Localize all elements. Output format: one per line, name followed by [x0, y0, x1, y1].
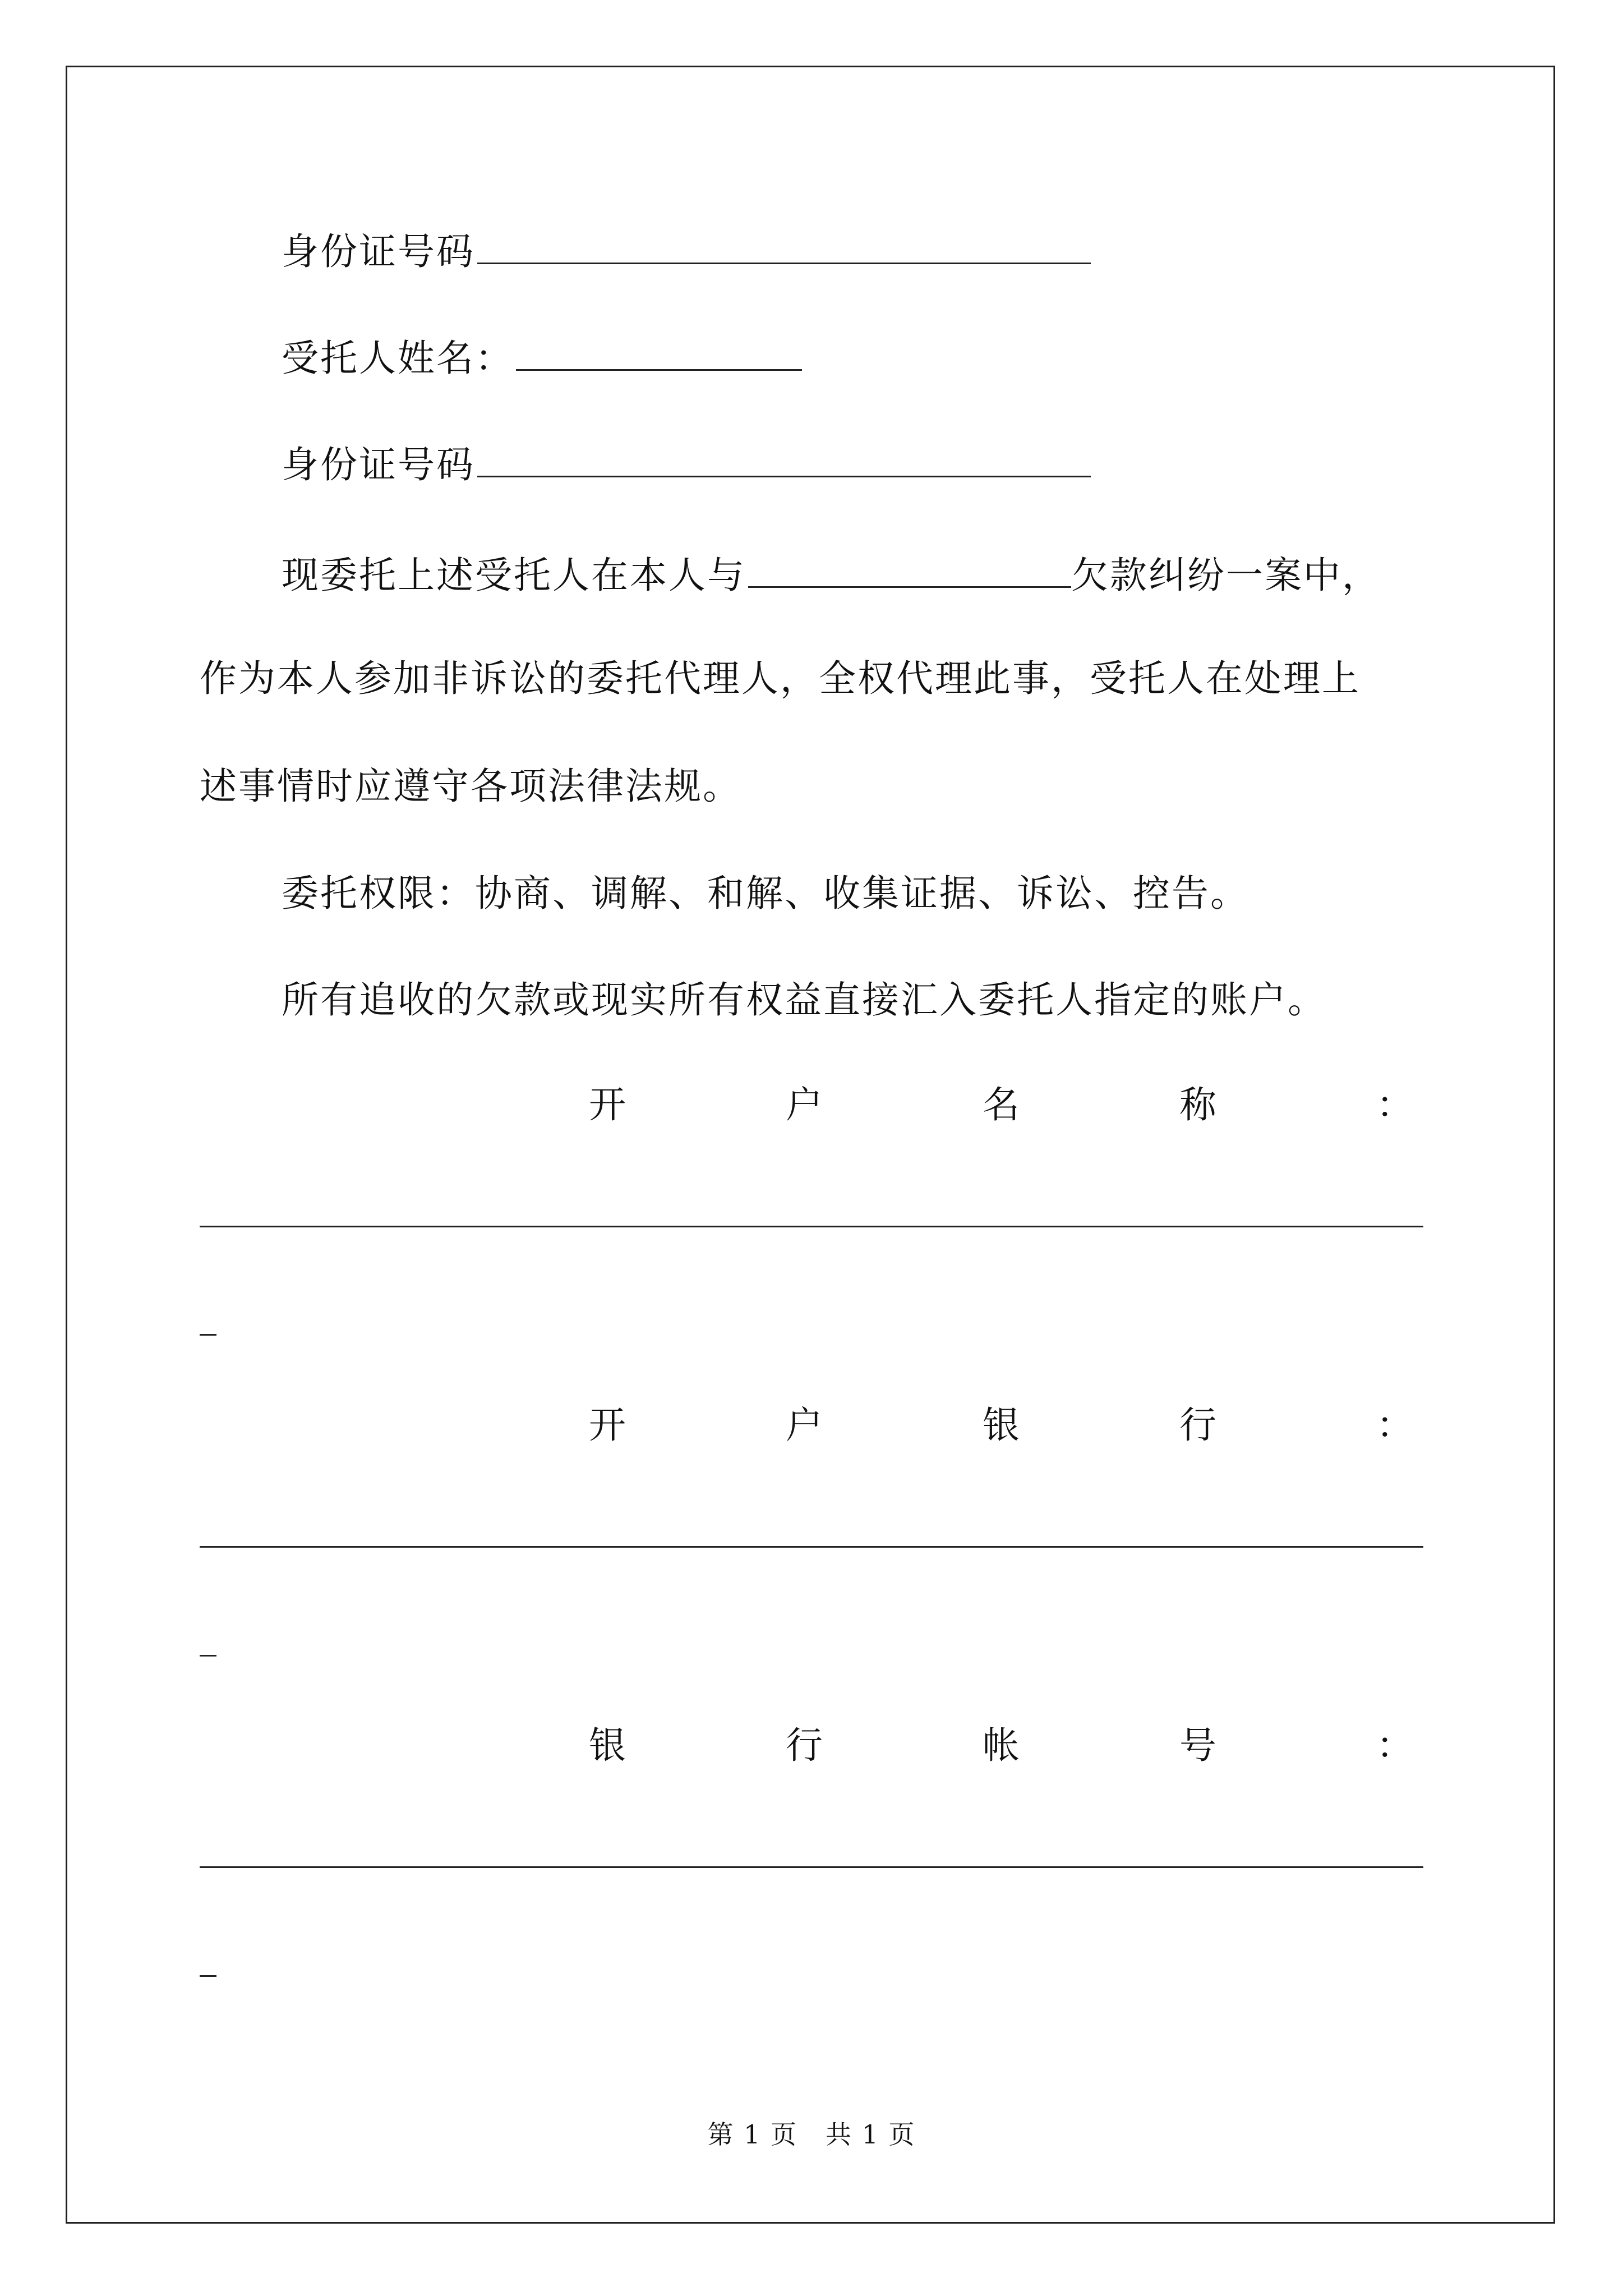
page-footer — [0, 2119, 1623, 2150]
id-number-field-2 — [282, 442, 1091, 484]
id-number-blank[interactable] — [477, 442, 1091, 477]
delegation-paragraph-line-1 — [282, 553, 1381, 597]
account-name-label: 开 户 名 称 ： — [589, 1083, 1413, 1126]
page-total: 共 1 页 — [826, 2119, 916, 2150]
delegation-suffix: 欠款纠纷一案中， — [1071, 554, 1381, 597]
id-number-blank[interactable] — [477, 229, 1091, 264]
delegation-prefix: 现委托上述受托人在本人与 — [282, 554, 746, 597]
counterparty-blank[interactable] — [748, 553, 1071, 588]
page-number: 第 1 页 — [707, 2119, 797, 2150]
account-number-blank[interactable] — [200, 1866, 1423, 1868]
id-number-label: 身份证号码 — [282, 230, 475, 273]
delegation-paragraph-line-2: 作为本人参加非诉讼的委托代理人，全权代理此事，受托人在处理上 — [200, 657, 1361, 700]
agent-name-label: 受托人姓名： — [282, 337, 514, 380]
id-number-field-1 — [282, 229, 1091, 273]
agent-name-blank[interactable] — [516, 335, 802, 371]
delegation-paragraph-line-3: 述事情时应遵守各项法律法规。 — [200, 765, 741, 808]
agent-name-field — [282, 335, 802, 380]
account-name-blank-continuation — [200, 1334, 216, 1336]
id-number-label: 身份证号码 — [282, 443, 475, 486]
bank-label: 开 户 银 行 ： — [589, 1404, 1413, 1447]
bank-blank[interactable] — [200, 1546, 1423, 1548]
account-number-label: 银 行 帐 号 ： — [589, 1724, 1413, 1767]
page-border — [66, 66, 1555, 2224]
authority-paragraph: 委托权限：协商、调解、和解、收集证据、诉讼、控告。 — [282, 872, 1249, 915]
account-number-blank-continuation — [200, 1975, 216, 1977]
bank-blank-continuation — [200, 1655, 216, 1657]
account-name-blank[interactable] — [200, 1226, 1423, 1227]
payment-note-paragraph: 所有追收的欠款或现实所有权益直接汇入委托人指定的账户。 — [282, 978, 1326, 1022]
